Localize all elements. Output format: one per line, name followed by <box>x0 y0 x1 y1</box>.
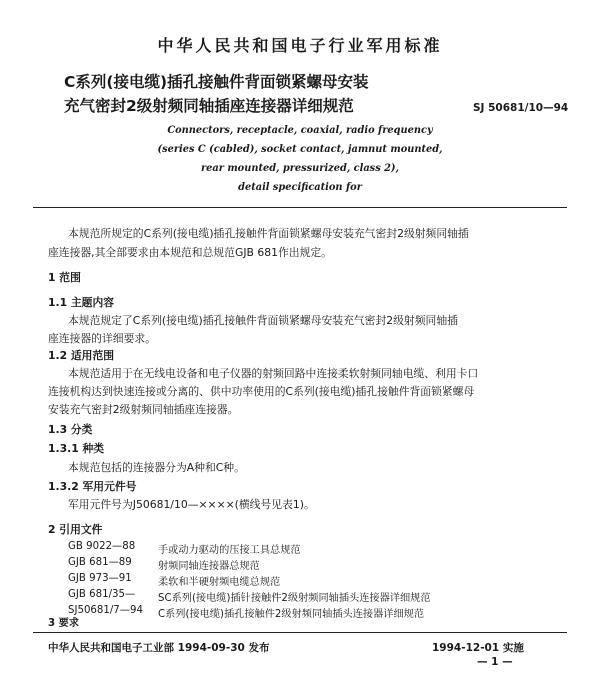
effective-date: 1994-12-01 实施 <box>432 642 524 654</box>
english-title-line-2: (series C (cabled), socket contact, jamnut mounted, <box>157 144 443 155</box>
reference-title: 柔软和半硬射频电缆总规范 <box>158 577 281 588</box>
chinese-title-line-2: 充气密封2级射频同轴插座连接器详细规范 <box>64 97 354 115</box>
section-1-3-1-heading: 1.3.1 种类 <box>48 442 105 455</box>
reference-title: SC系列(接电缆)插针接触件2级射频同轴插头连接器详细规范 <box>158 593 431 604</box>
section-1-3-1-text: 本规范包括的连接器分为A种和C种。 <box>68 461 245 474</box>
section-1-1-heading: 1.1 主题内容 <box>48 296 115 309</box>
reference-code: GJB 973—91 <box>68 573 132 584</box>
section-2-heading: 2 引用文件 <box>48 523 103 536</box>
section-1-3-heading: 1.3 分类 <box>48 423 93 436</box>
section-1-1-line-1: 本规范规定了C系列(接电缆)插孔接触件背面锁紧螺母安装充气密封2级射频同轴插 <box>68 314 458 327</box>
section-1-3-2-heading: 1.3.2 军用元件号 <box>48 480 137 493</box>
reference-code: GJB 681—89 <box>68 557 132 568</box>
bottom-divider <box>33 632 567 633</box>
english-title-line-3: rear mounted, pressurized, class 2), <box>201 163 399 174</box>
section-1-2-line-1: 本规范适用于在无线电设备和电子仪器的射频回路中连接柔软射频同轴电缆、利用卡口 <box>68 367 479 380</box>
reference-title: 射频同轴连接器总规范 <box>158 561 260 572</box>
section-1-2-heading: 1.2 适用范围 <box>48 349 115 362</box>
industry-standard-header: 中华人民共和国电子行业军用标准 <box>157 36 443 55</box>
section-1-heading: 1 范围 <box>48 271 81 284</box>
page-number: — 1 — <box>477 656 513 668</box>
reference-title: C系列(接电缆)插孔接触件2级射频同轴插头连接器详细规范 <box>158 609 425 620</box>
intro-line-2: 座连接器,其全部要求由本规范和总规范GJB 681作出规定。 <box>48 246 332 259</box>
section-1-3-2-text: 军用元件号为J50681/10—××××(横线号见表1)。 <box>68 498 315 511</box>
section-3-heading: 3 要求 <box>48 618 80 629</box>
top-divider <box>33 207 567 208</box>
reference-code: GB 9022—88 <box>68 541 136 552</box>
english-title-line-1: Connectors, receptacle, coaxial, radio frequency <box>167 125 433 136</box>
section-1-2-line-3: 安装充气密封2级射频同轴插座连接器。 <box>48 403 239 416</box>
chinese-title-line-1: C系列(接电缆)插孔接触件背面锁紧螺母安装 <box>64 73 369 91</box>
reference-code: SJ50681/7—94 <box>68 605 143 616</box>
section-1-2-line-2: 连接机构达到快速连接或分离的、供中功率使用的C系列(接电缆)插孔接触件背面锁紧螺母 <box>48 385 475 398</box>
standard-number: SJ 50681/10—94 <box>473 102 569 114</box>
reference-title: 手或动力驱动的压接工具总规范 <box>158 545 301 556</box>
section-1-1-line-2: 座连接器的详细要求。 <box>48 332 156 345</box>
issuer-and-issue-date: 中华人民共和国电子工业部 1994-09-30 发布 <box>48 642 270 654</box>
intro-line-1: 本规范所规定的C系列(接电缆)插孔接触件背面锁紧螺母安装充气密封2级射频同轴插 <box>68 227 469 240</box>
english-title-line-4: detail specification for <box>238 182 362 193</box>
reference-code: GJB 681/35— <box>68 589 136 600</box>
